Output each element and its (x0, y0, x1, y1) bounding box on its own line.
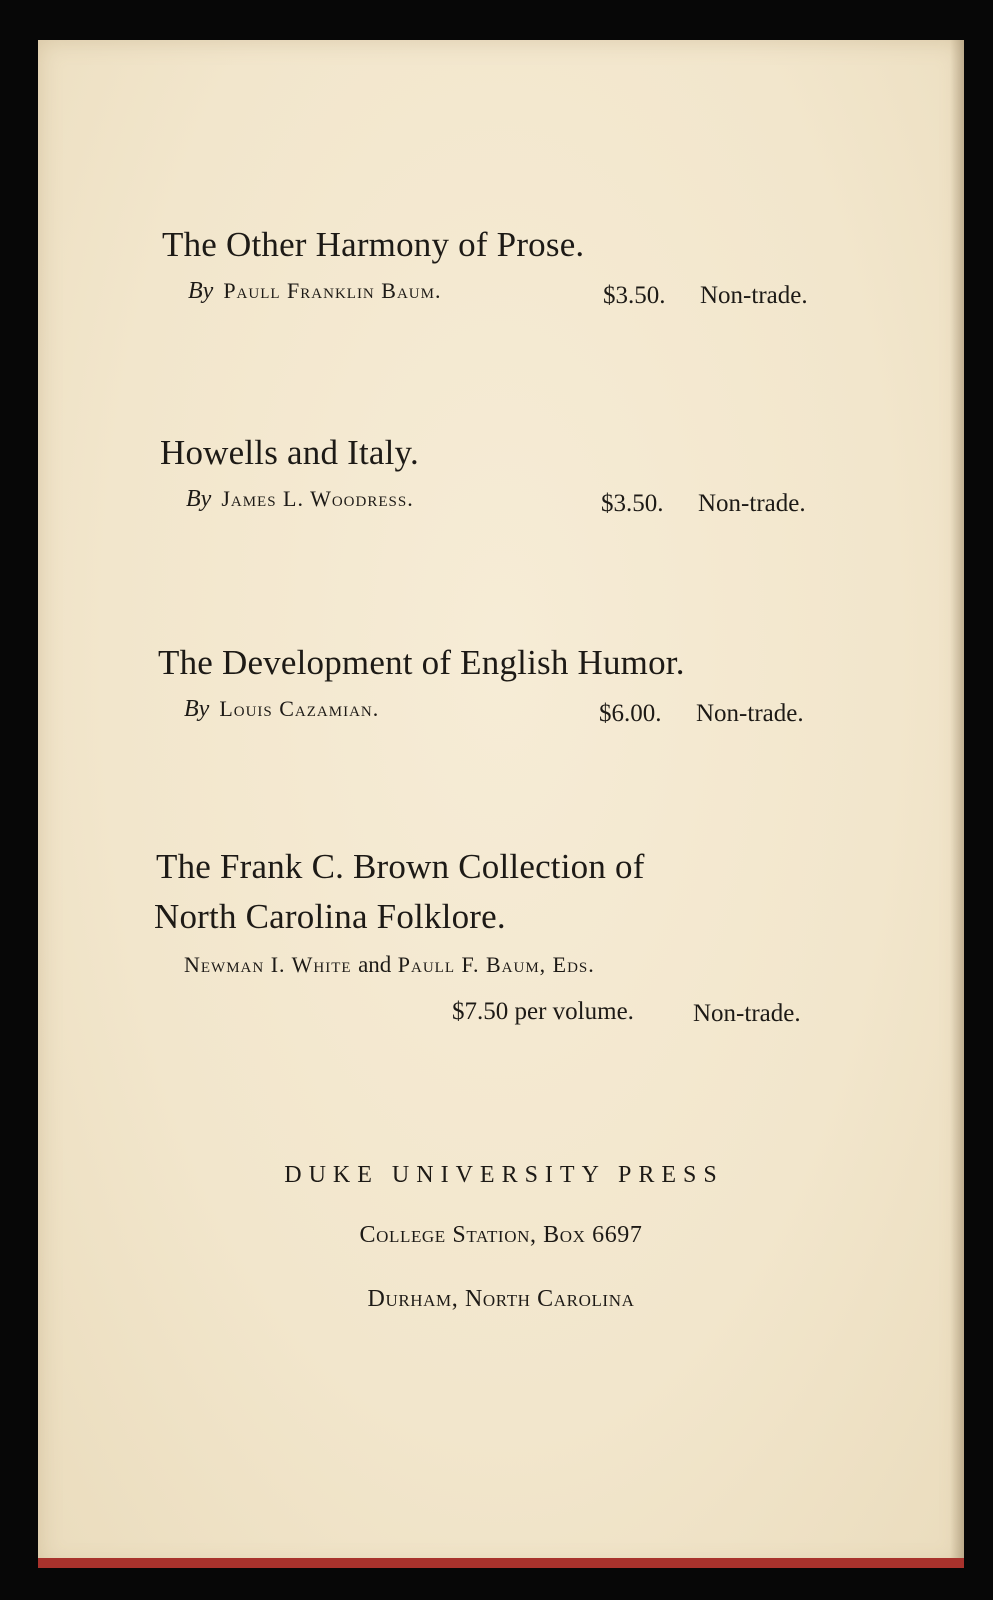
editor-name: Newman I. White (184, 952, 352, 977)
by-label: By (186, 486, 212, 512)
editor-conjunction: and (358, 952, 392, 977)
publisher-address-line-2: Durham, North Carolina (367, 1286, 635, 1312)
book-byline (186, 486, 414, 513)
book-jacket-back (38, 40, 964, 1568)
book-title: The Other Harmony of Prose. (162, 225, 585, 264)
book-title: Howells and Italy. (160, 433, 419, 472)
book-title-line-1: The Frank C. Brown Collection of (156, 847, 645, 886)
by-label: By (184, 696, 210, 722)
book-editors (184, 952, 595, 978)
book-trade-status: Non-trade. (698, 490, 806, 517)
book-title-line-2: North Carolina Folklore. (154, 897, 506, 936)
jacket-edge-shadow (950, 40, 964, 1558)
book-price: $6.00. (599, 700, 662, 727)
book-byline (188, 278, 441, 305)
book-trade-status: Non-trade. (693, 1000, 801, 1027)
editor-name: Paull F. Baum, Eds. (397, 952, 595, 977)
book-title: The Development of English Humor. (158, 643, 685, 682)
by-label: By (188, 278, 214, 304)
book-author: Paull Franklin Baum. (223, 278, 442, 303)
book-trade-status: Non-trade. (696, 700, 804, 727)
book-price: $3.50. (603, 282, 666, 309)
book-trade-status: Non-trade. (700, 282, 808, 309)
publisher-address-line-1: College Station, Box 6697 (359, 1222, 643, 1248)
publisher-name: DUKE UNIVERSITY PRESS (284, 1162, 724, 1188)
book-price: $3.50. (601, 490, 664, 517)
book-author: James L. Woodress. (221, 486, 414, 511)
book-byline (184, 696, 379, 723)
book-author: Louis Cazamian. (219, 696, 380, 721)
book-price: $7.50 per volume. (452, 998, 634, 1025)
